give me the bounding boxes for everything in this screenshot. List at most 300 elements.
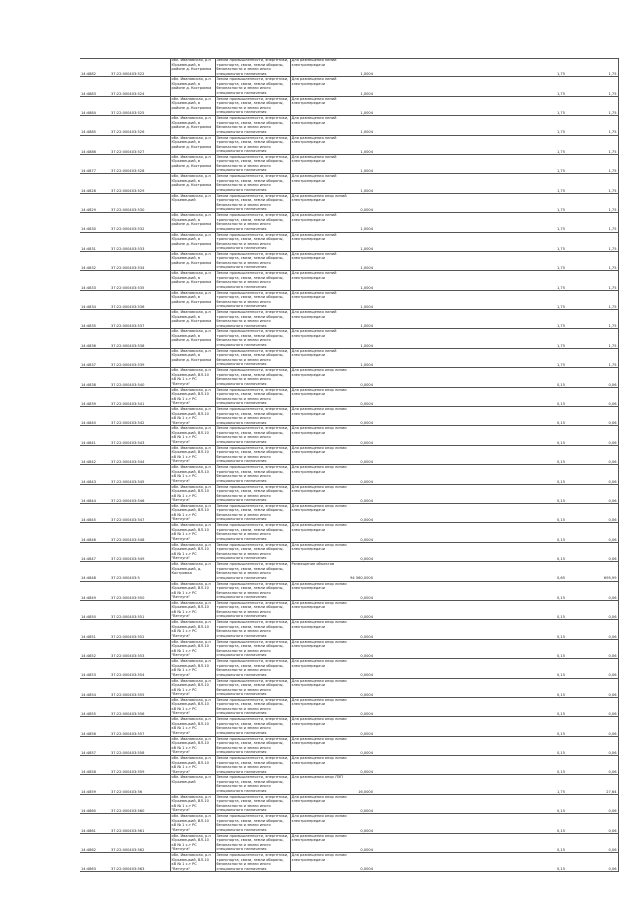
row-id: 14:4834 [80, 290, 110, 309]
value-two-cell: 0,06 [566, 717, 618, 736]
area-cell: 1,0004 [348, 77, 374, 96]
spacer-cell [490, 232, 528, 251]
value-two-cell: 1,75 [566, 271, 618, 290]
value-one-cell: 0,15 [528, 368, 566, 387]
cadastral-number: 37:22:000403:534 [110, 251, 170, 270]
spacer-cell [436, 465, 490, 484]
cost-cell [414, 639, 436, 658]
value-two-cell: 0,06 [566, 833, 618, 852]
row-id: 14:4828 [80, 174, 110, 193]
value-two-cell: 0,06 [566, 581, 618, 600]
value-two-cell: 0,06 [566, 503, 618, 522]
usage-cell: Для размещения линий электропередачи [290, 251, 348, 270]
value-one-cell: 0,15 [528, 717, 566, 736]
land-category-cell: Земли промышленности, энергетики, транспорта, связи, земли обороны, безопасности и земли иного специального назначения [216, 775, 289, 793]
table-row [80, 600, 618, 619]
value-one-cell: 0,15 [528, 407, 566, 426]
cadastral-number: 37:22:000403:524 [110, 77, 170, 96]
area-cell: 1,0004 [348, 154, 374, 173]
table-row [80, 581, 618, 600]
usage-cell: Для размещения опор линии электропередачи [290, 756, 348, 775]
cost-cell [414, 96, 436, 115]
spacer-cell [490, 639, 528, 658]
area-cell: 94 560,0000 [348, 562, 374, 581]
row-id: 14:4839 [80, 387, 110, 406]
cadastral-number: 37:22:000403:5 [110, 562, 170, 581]
value-one-cell: 1,75 [528, 96, 566, 115]
address-cell: обл. Ивановская, р-н Юрьевецкий, в районе д. Костромка [170, 77, 215, 96]
area-cell: 0,0004 [348, 620, 374, 639]
cost-cell [414, 717, 436, 736]
row-id: 14:4863 [80, 853, 110, 872]
cadastral-number: 37:22:000403:542 [110, 407, 170, 426]
address-cell: обл. Ивановская, р-н Юрьевецкий, в районе д. Костромка [170, 232, 215, 251]
cadastral-number: 37:22:000403:528 [110, 154, 170, 173]
spacer-cell [436, 77, 490, 96]
rate-cell [374, 736, 414, 755]
table-row [80, 348, 618, 367]
value-one-cell: 0,15 [528, 853, 566, 872]
area-cell: 1,0004 [348, 174, 374, 193]
address-cell: обл. Ивановская, р-н Юрьевецкий, в районе д. Костромка [170, 154, 215, 173]
value-two-cell: 0,06 [566, 794, 618, 813]
cadastral-number: 37:22:000403:532 [110, 213, 170, 232]
spacer-cell [490, 600, 528, 619]
value-two-cell: 0,06 [566, 387, 618, 406]
cadastral-number: 37:22:000403:552 [110, 620, 170, 639]
spacer-cell [490, 833, 528, 852]
table-row [80, 717, 618, 736]
cost-cell [414, 465, 436, 484]
table-row [80, 484, 618, 503]
value-one-cell: 1,75 [528, 290, 566, 309]
spacer-cell [490, 387, 528, 406]
address-cell: обл. Ивановская, р-н Юрьевецкий [170, 775, 215, 794]
row-id: 14:4859 [80, 775, 110, 794]
cadastral-number: 37:22:000403:549 [110, 542, 170, 561]
spacer-cell [490, 368, 528, 387]
rate-cell [374, 58, 414, 77]
spacer-cell [436, 251, 490, 270]
spacer-cell [436, 154, 490, 173]
spacer-cell [436, 542, 490, 561]
address-cell: обл. Ивановская, р-н Юрьевецкий, ВЛ-10 кВ № 1 с-т РС "Ветлуга" [170, 581, 215, 600]
area-cell: 1,0004 [348, 58, 374, 77]
value-two-cell: 0,06 [566, 368, 618, 387]
spacer-cell [490, 814, 528, 833]
spacer-cell [490, 290, 528, 309]
value-two-cell: 1,75 [566, 58, 618, 77]
row-id: 14:4829 [80, 193, 110, 212]
row-id: 14:4884 [80, 96, 110, 115]
land-category-cell: Земли промышленности, энергетики, транспорта, связи, земли обороны, безопасности и земли иного специального назначения [216, 232, 289, 251]
spacer-cell [490, 717, 528, 736]
usage-cell: Для размещения линий электропередачи [290, 232, 348, 251]
usage-cell: Для размещения линий электропередачи [290, 174, 348, 193]
usage-cell: Для размещения опор линии электропередачи [290, 639, 348, 658]
usage-cell: Для размещения линий электропередачи [290, 154, 348, 173]
rate-cell [374, 368, 414, 387]
value-one-cell: 0,15 [528, 794, 566, 813]
row-id: 14:4850 [80, 600, 110, 619]
row-id: 14:4833 [80, 271, 110, 290]
row-id: 14:4860 [80, 794, 110, 813]
land-category-cell: Земли промышленности, энергетики, транспорта, связи, земли обороны, безопасности и земли иного специального назначения [216, 58, 289, 76]
cadastral-number: 37:22:000403:547 [110, 503, 170, 522]
cadastral-number: 37:22:000403:555 [110, 678, 170, 697]
cadastral-number: 37:22:000403:551 [110, 600, 170, 619]
spacer-cell [490, 465, 528, 484]
area-cell: 0,0004 [348, 736, 374, 755]
cost-cell [414, 407, 436, 426]
land-category-cell: Земли промышленности, энергетики, транспорта, связи, земли обороны, безопасности и земли иного специального назначения [216, 717, 289, 735]
spacer-cell [490, 484, 528, 503]
rate-cell [374, 562, 414, 581]
cost-cell [414, 387, 436, 406]
usage-cell: Размещение объектов [290, 562, 348, 581]
address-cell: обл. Ивановская, р-н Юрьевецкий, ВЛ-10 кВ № 1 с-т РС "Ветлуга" [170, 794, 215, 813]
value-one-cell: 1,75 [528, 77, 566, 96]
spacer-cell [490, 620, 528, 639]
value-two-cell: 1,75 [566, 77, 618, 96]
cadastral-number: 37:22:000403:554 [110, 659, 170, 678]
table-row [80, 775, 618, 794]
address-cell: обл. Ивановская, р-н Юрьевецкий, ВЛ-10 кВ № 1 с-т РС "Ветлуга" [170, 368, 215, 387]
cost-cell [414, 523, 436, 542]
cadastral-number: 37:22:000403:548 [110, 523, 170, 542]
address-cell: обл. Ивановская, р-н Юрьевецкий, ВЛ-10 кВ № 1 с-т РС "Ветлуга" [170, 387, 215, 406]
spacer-cell [490, 736, 528, 755]
cadastral-number: 37:22:000403:533 [110, 232, 170, 251]
land-category-cell: Земли промышленности, энергетики, транспорта, связи, земли обороны, безопасности и земли иного специального назначения [216, 639, 289, 658]
spacer-cell [436, 329, 490, 348]
address-cell: обл. Ивановская, р-н Юрьевецкий, ВЛ-10 кВ № 1 с-т РС "Ветлуга" [170, 814, 215, 833]
spacer-cell [490, 348, 528, 367]
spacer-cell [490, 775, 528, 794]
cost-cell [414, 58, 436, 77]
table-row [80, 756, 618, 775]
area-cell: 0,0004 [348, 484, 374, 503]
value-two-cell: 0,06 [566, 600, 618, 619]
cost-cell [414, 193, 436, 212]
land-category-cell: Земли промышленности, энергетики, транспорта, связи, земли обороны, безопасности и земли иного специального назначения [216, 290, 289, 309]
value-one-cell: 1,75 [528, 58, 566, 77]
spacer-cell [436, 135, 490, 154]
usage-cell: Для размещения опор линии электропередачи [290, 600, 348, 619]
cadastral-number: 37:22:000403:541 [110, 387, 170, 406]
value-one-cell: 0,15 [528, 542, 566, 561]
cost-cell [414, 697, 436, 716]
area-cell: 0,0004 [348, 678, 374, 697]
table-row [80, 697, 618, 716]
cost-cell [414, 581, 436, 600]
cost-cell [414, 329, 436, 348]
table-row [80, 814, 618, 833]
value-two-cell: 0,06 [566, 659, 618, 678]
usage-cell: Для размещения опор ЛЭП [290, 775, 348, 794]
value-two-cell: 1,75 [566, 290, 618, 309]
area-cell: 1,0004 [348, 329, 374, 348]
usage-cell: Для размещения опор линии электропередачи [290, 368, 348, 387]
cost-cell [414, 426, 436, 445]
table-row [80, 562, 618, 581]
land-category-cell: Земли промышленности, энергетики, транспорта, связи, земли обороны, безопасности и земли иного специального назначения [216, 620, 289, 638]
usage-cell: Для размещения опор линии электропередачи [290, 523, 348, 542]
row-id: 14:4849 [80, 581, 110, 600]
cost-cell [414, 251, 436, 270]
table-row [80, 853, 618, 872]
cadastral-number: 37:22:000403:537 [110, 310, 170, 329]
usage-cell: Для размещения линий электропередачи [290, 310, 348, 329]
land-category-cell: Земли промышленности, энергетики, транспорта, связи, земли обороны, безопасности и земли иного специального назначения [216, 77, 289, 95]
address-cell: обл. Ивановская, р-н Юрьевецкий, в районе д. Костромка [170, 348, 215, 367]
spacer-cell [436, 96, 490, 115]
value-one-cell: 1,75 [528, 174, 566, 193]
address-cell: обл. Ивановская, р-н Юрьевецкий, ВЛ-10 кВ № 1 с-т РС "Ветлуга" [170, 407, 215, 426]
cadastral-number: 37:22:000403:560 [110, 794, 170, 813]
table-row [80, 387, 618, 406]
table-row [80, 639, 618, 658]
spacer-cell [436, 271, 490, 290]
cadastral-number: 37:22:000403:559 [110, 756, 170, 775]
rate-cell [374, 833, 414, 852]
cadastral-number: 37:22:000403:536 [110, 290, 170, 309]
value-one-cell: 0,15 [528, 465, 566, 484]
table-row [80, 833, 618, 852]
cost-cell [414, 853, 436, 872]
cadastral-number: 37:22:000403:546 [110, 484, 170, 503]
area-cell: 0,0004 [348, 503, 374, 522]
row-id: 14:4857 [80, 736, 110, 755]
value-one-cell: 0,15 [528, 523, 566, 542]
value-two-cell: 0,06 [566, 465, 618, 484]
usage-cell: Для размещения линий электропередачи [290, 290, 348, 309]
spacer-cell [490, 193, 528, 212]
rate-cell [374, 697, 414, 716]
usage-cell: Для размещения опор линии электропередачи [290, 542, 348, 561]
cost-cell [414, 310, 436, 329]
row-id: 14:4842 [80, 445, 110, 464]
area-cell: 0,0004 [348, 523, 374, 542]
value-two-cell: 1,75 [566, 213, 618, 232]
spacer-cell [436, 600, 490, 619]
area-cell: 0,0004 [348, 193, 374, 212]
value-one-cell: 0,15 [528, 756, 566, 775]
value-two-cell: 0,06 [566, 484, 618, 503]
row-id: 14:4831 [80, 232, 110, 251]
spacer-cell [436, 581, 490, 600]
land-category-cell: Земли промышленности, энергетики, транспорта, связи, земли обороны, безопасности и земли иного специального назначения [216, 310, 289, 328]
cadastral-number: 37:22:000403:558 [110, 736, 170, 755]
rate-cell [374, 96, 414, 115]
table-row [80, 736, 618, 755]
value-two-cell: 1,75 [566, 310, 618, 329]
cost-cell [414, 213, 436, 232]
cost-cell [414, 484, 436, 503]
rate-cell [374, 581, 414, 600]
rate-cell [374, 213, 414, 232]
table-row [80, 678, 618, 697]
address-cell: обл. Ивановская, р-н Юрьевецкий, в районе д. Костромка [170, 290, 215, 309]
land-category-cell: Земли промышленности, энергетики, транспорта, связи, земли обороны, безопасности и земли иного специального назначения [216, 503, 289, 522]
spacer-cell [490, 174, 528, 193]
rate-cell [374, 116, 414, 135]
cost-cell [414, 445, 436, 464]
area-cell: 0,0004 [348, 853, 374, 872]
spacer-cell [436, 697, 490, 716]
usage-cell: Для размещения линий электропередачи [290, 135, 348, 154]
spacer-cell [490, 445, 528, 464]
spacer-cell [436, 310, 490, 329]
cost-cell [414, 116, 436, 135]
value-one-cell: 1,75 [528, 271, 566, 290]
rate-cell [374, 387, 414, 406]
area-cell: 0,0004 [348, 426, 374, 445]
rate-cell [374, 523, 414, 542]
spacer-cell [490, 116, 528, 135]
area-cell: 1,0004 [348, 271, 374, 290]
usage-cell: Для размещения линий электропередачи [290, 213, 348, 232]
rate-cell [374, 678, 414, 697]
spacer-cell [490, 213, 528, 232]
land-category-cell: Земли промышленности, энергетики, транспорта, связи, земли обороны, безопасности и земли иного специального назначения [216, 96, 289, 115]
value-two-cell: 1,75 [566, 154, 618, 173]
row-id: 14:4855 [80, 697, 110, 716]
area-cell: 1,0004 [348, 116, 374, 135]
cadastral-number: 37:22:000403:538 [110, 329, 170, 348]
area-cell: 0,0004 [348, 717, 374, 736]
rate-cell [374, 853, 414, 872]
usage-cell: Для размещения опор линии электропередачи [290, 620, 348, 639]
cost-cell [414, 736, 436, 755]
spacer-cell [436, 426, 490, 445]
row-id: 14:4838 [80, 368, 110, 387]
spacer-cell [436, 193, 490, 212]
cost-cell [414, 833, 436, 852]
cost-cell [414, 562, 436, 581]
rate-cell [374, 154, 414, 173]
cost-cell [414, 756, 436, 775]
rate-cell [374, 600, 414, 619]
rate-cell [374, 135, 414, 154]
spacer-cell [436, 853, 490, 872]
table-row [80, 271, 618, 290]
rate-cell [374, 232, 414, 251]
spacer-cell [490, 329, 528, 348]
table-row [80, 620, 618, 639]
table-row [80, 193, 618, 212]
value-one-cell: 0,15 [528, 445, 566, 464]
spacer-cell [490, 426, 528, 445]
cost-cell [414, 290, 436, 309]
area-cell: 0,0004 [348, 659, 374, 678]
spacer-cell [490, 271, 528, 290]
value-two-cell: 0,06 [566, 678, 618, 697]
table-row [80, 329, 618, 348]
spacer-cell [436, 232, 490, 251]
cost-cell [414, 600, 436, 619]
value-one-cell: 0,15 [528, 503, 566, 522]
value-two-cell: 1,75 [566, 174, 618, 193]
rate-cell [374, 407, 414, 426]
cost-cell [414, 174, 436, 193]
land-category-cell: Земли промышленности, энергетики, транспорта, связи, земли обороны, безопасности и земли иного специального назначения [216, 116, 289, 134]
value-two-cell: 0,06 [566, 620, 618, 639]
cost-cell [414, 348, 436, 367]
row-id: 14:4852 [80, 639, 110, 658]
spacer-cell [436, 407, 490, 426]
area-cell: 0,0004 [348, 581, 374, 600]
value-two-cell: 695,99 [566, 562, 618, 581]
rate-cell [374, 329, 414, 348]
cost-cell [414, 154, 436, 173]
area-cell: 1,0004 [348, 135, 374, 154]
cost-cell [414, 775, 436, 794]
spacer-cell [436, 445, 490, 464]
value-two-cell: 1,75 [566, 251, 618, 270]
spacer-cell [436, 213, 490, 232]
cadastral-number: 37:22:000403:561 [110, 814, 170, 833]
land-category-cell: Земли промышленности, энергетики, транспорта, связи, земли обороны, безопасности и земли иного специального назначения [216, 271, 289, 289]
land-category-cell: Земли промышленности, энергетики, транспорта, связи, земли обороны, безопасности и земли иного специального назначения [216, 659, 289, 677]
area-cell: 1,0004 [348, 348, 374, 367]
address-cell: обл. Ивановская, р-н Юрьевецкий, ВЛ-10 кВ № 1 с-т РС "Ветлуга" [170, 639, 215, 658]
spacer-cell [436, 717, 490, 736]
value-one-cell: 0,15 [528, 484, 566, 503]
cadastral-number: 37:22:000403:540 [110, 368, 170, 387]
cadastral-number: 37:22:000403:545 [110, 465, 170, 484]
area-cell: 0,0004 [348, 407, 374, 426]
cadastral-number: 37:22:000403:557 [110, 717, 170, 736]
area-cell: 0,0004 [348, 600, 374, 619]
usage-cell: Для размещения опор линии электропередачи [290, 503, 348, 522]
value-one-cell: 1,75 [528, 213, 566, 232]
address-cell: обл. Ивановская, р-н Юрьевецкий, ВЛ-10 кВ № 1 с-т РС "Ветлуга" [170, 503, 215, 522]
cost-cell [414, 814, 436, 833]
spacer-cell [490, 794, 528, 813]
value-one-cell: 1,75 [528, 232, 566, 251]
spacer-cell [490, 659, 528, 678]
cost-cell [414, 503, 436, 522]
table-row [80, 116, 618, 135]
table-row [80, 96, 618, 115]
cost-cell [414, 135, 436, 154]
value-one-cell: 0,15 [528, 620, 566, 639]
land-category-cell: Земли промышленности, энергетики, транспорта, связи, земли обороны, безопасности и земли иного специального назначения [216, 426, 289, 444]
rate-cell [374, 348, 414, 367]
table-row [80, 659, 618, 678]
usage-cell: Для размещения опор линии электропередачи [290, 736, 348, 755]
value-one-cell: 0,15 [528, 387, 566, 406]
land-category-cell: Земли промышленности, энергетики, транспорта, связи, земли обороны, безопасности и земли иного специального назначения [216, 193, 289, 212]
cost-cell [414, 794, 436, 813]
spacer-cell [436, 290, 490, 309]
area-cell: 0,0004 [348, 794, 374, 813]
table-row [80, 58, 618, 77]
value-one-cell: 0,15 [528, 697, 566, 716]
land-category-cell: Земли промышленности, энергетики, транспорта, связи, земли обороны, безопасности и земли иного специального назначения [216, 853, 289, 871]
usage-cell: Для размещения опор линии электропередачи [290, 659, 348, 678]
table-row [80, 407, 618, 426]
value-one-cell: 0,15 [528, 833, 566, 852]
usage-cell: Для размещения опор линии электропередачи [290, 387, 348, 406]
cost-cell [414, 542, 436, 561]
rate-cell [374, 77, 414, 96]
land-category-cell: Земли промышленности, энергетики, транспорта, связи, земли обороны, безопасности и земли иного специального назначения [216, 523, 289, 541]
area-cell: 1,0004 [348, 251, 374, 270]
value-one-cell: 0,15 [528, 814, 566, 833]
spacer-cell [490, 135, 528, 154]
